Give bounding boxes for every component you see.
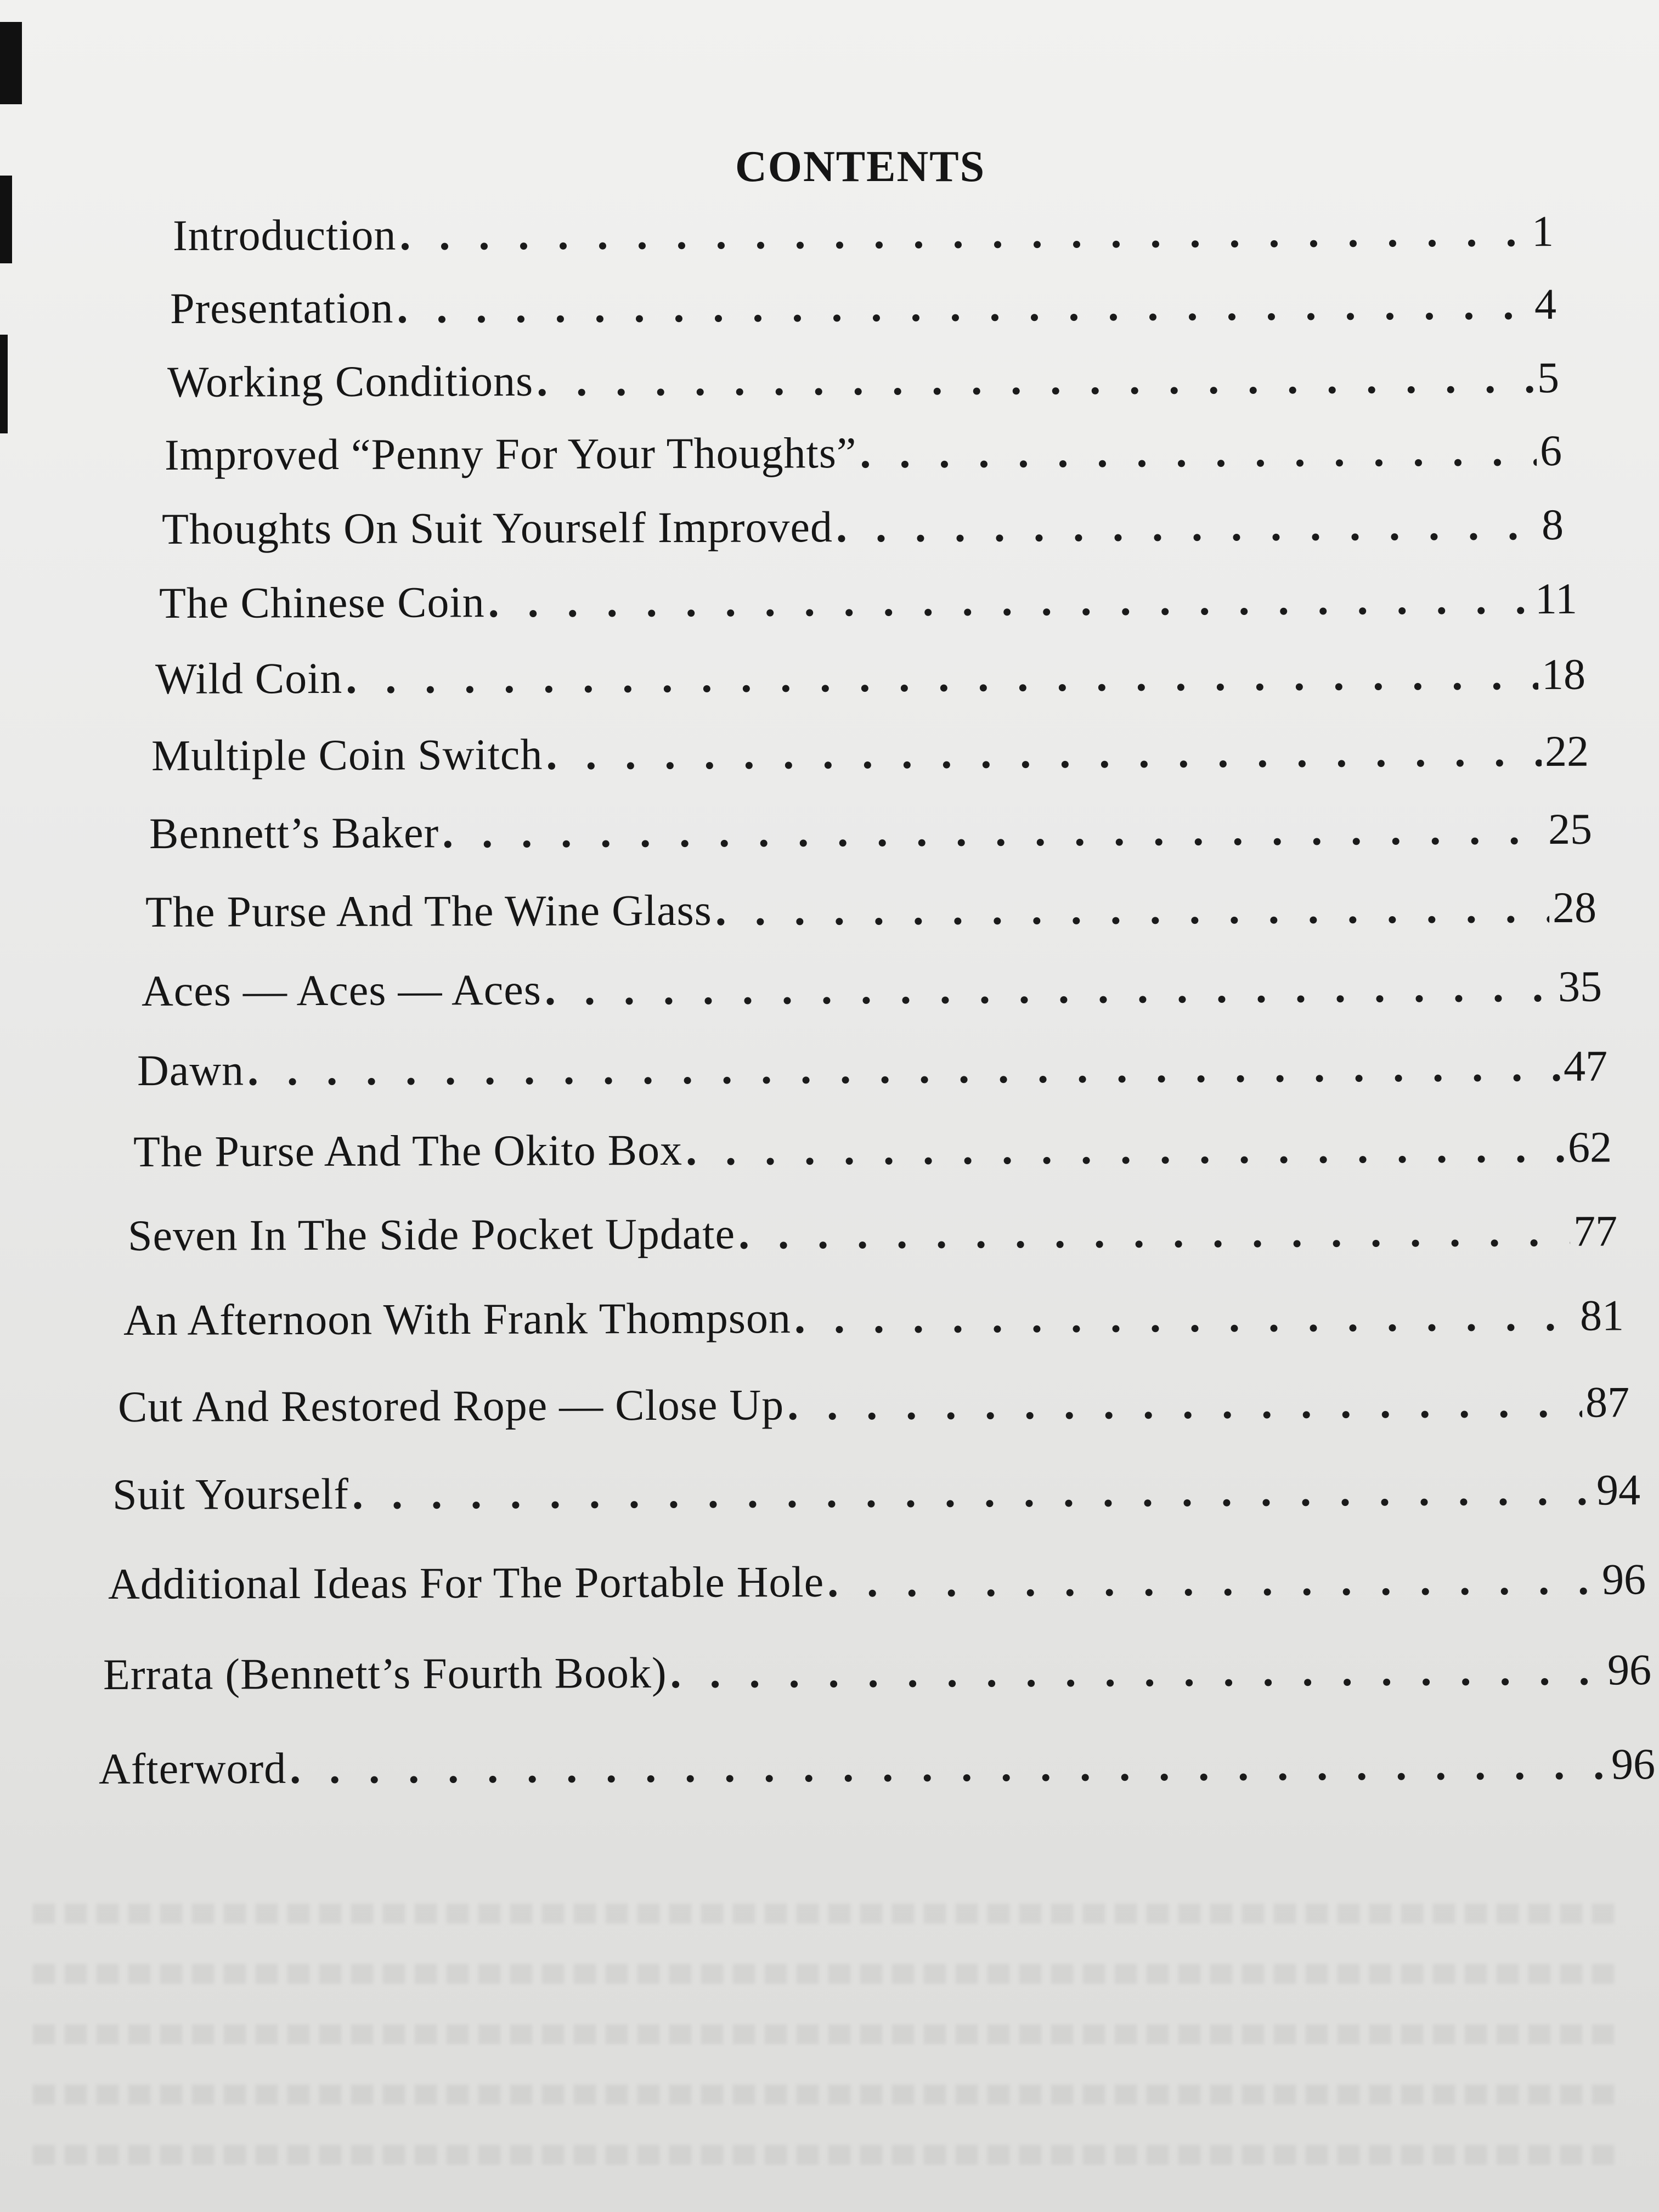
dot-leader: [546, 721, 1542, 785]
toc-entry-page: 87: [1585, 1378, 1630, 1427]
toc-entry-page: 94: [1596, 1466, 1641, 1515]
toc-entry: [151, 721, 1589, 786]
dot-leader: [399, 201, 1528, 265]
toc-entry-title: The Chinese Coin: [159, 578, 485, 628]
toc-entry: [165, 421, 1562, 486]
dot-leader: [247, 1036, 1560, 1101]
toc-entry: [145, 878, 1596, 943]
toc-entry-title: Presentation: [170, 284, 394, 333]
toc-entry-page: 6: [1539, 426, 1562, 476]
toc-entry: [103, 1640, 1651, 1705]
contents-heading: CONTENTS: [735, 142, 986, 191]
dot-leader: [352, 1460, 1593, 1525]
toc-entry: [99, 1734, 1655, 1799]
toc-entry-title: The Purse And The Wine Glass: [145, 886, 712, 936]
toc-entry: [159, 569, 1577, 634]
dot-leader: [787, 1373, 1582, 1436]
dot-leader: [794, 1286, 1577, 1348]
toc-entry-title: An Afternoon With Frank Thompson: [123, 1294, 792, 1345]
toc-entry-title: Aces — Aces — Aces: [141, 966, 542, 1015]
dot-leader: [397, 274, 1531, 338]
dot-leader: [836, 495, 1538, 557]
toc-entry-page: 96: [1611, 1740, 1656, 1789]
toc-entry: [128, 1201, 1617, 1266]
toc-entry: [142, 957, 1602, 1022]
toc-entry-page: 81: [1579, 1291, 1624, 1340]
dot-leader: [860, 421, 1537, 483]
toc-entry: [170, 274, 1556, 339]
toc-entry-page: 22: [1544, 727, 1589, 776]
toc-entry-page: 28: [1552, 883, 1597, 932]
toc-entry-page: 5: [1537, 354, 1560, 403]
toc-entry: [162, 495, 1564, 560]
dot-leader: [545, 957, 1555, 1020]
dot-leader: [290, 1734, 1608, 1799]
toc-entry-title: Additional Ideas For The Portable Hole: [108, 1558, 825, 1609]
toc-entry-title: Suit Yourself: [112, 1470, 349, 1519]
toc-entry: [123, 1285, 1624, 1351]
toc-entry-page: 4: [1534, 280, 1557, 329]
toc-entry-page: 77: [1573, 1207, 1618, 1256]
dot-leader: [715, 878, 1550, 941]
dot-leader: [738, 1201, 1570, 1265]
toc-entry-title: Multiple Coin Switch: [151, 730, 543, 780]
toc-entry: [108, 1549, 1646, 1615]
toc-entry-title: Bennett’s Baker: [149, 809, 439, 858]
toc-entry-page: 8: [1541, 500, 1564, 550]
dot-leader: [686, 1118, 1565, 1181]
toc-entry: [118, 1372, 1629, 1437]
dot-leader: [346, 645, 1538, 709]
toc-entry-title: Working Conditions: [167, 357, 534, 407]
toc-entry-title: Seven In The Side Pocket Update: [127, 1210, 736, 1260]
dot-leader: [827, 1549, 1599, 1612]
dot-leader: [442, 799, 1545, 863]
toc-entry-title: Errata (Bennett’s Fourth Book): [103, 1649, 667, 1699]
dot-leader: [488, 569, 1532, 633]
dot-leader: [670, 1640, 1604, 1703]
toc-entry-page: 35: [1558, 962, 1602, 1011]
toc-entry-page: 25: [1548, 805, 1593, 854]
toc-entry-title: Afterword: [98, 1744, 287, 1793]
toc-entry-page: 96: [1607, 1646, 1652, 1695]
toc-entry-page: 62: [1567, 1123, 1612, 1172]
toc-entry-title: The Purse And The Okito Box: [133, 1126, 683, 1176]
toc-entry: [112, 1460, 1640, 1525]
toc-entry: [173, 201, 1554, 266]
toc-entry-page: 18: [1541, 650, 1586, 699]
toc-entry: [137, 1036, 1607, 1101]
toc-entry-title: Thoughts On Suit Yourself Improved: [161, 503, 833, 554]
toc-entry-title: Improved “Penny For Your Thoughts”: [164, 429, 857, 479]
toc-entry: [167, 348, 1559, 413]
toc-entry: [133, 1118, 1612, 1182]
toc-entry-title: Cut And Restored Rope — Close Up: [117, 1381, 785, 1431]
toc-entry: [149, 799, 1592, 864]
toc-entry-title: Introduction: [172, 211, 397, 260]
toc-entry-title: Wild Coin: [155, 654, 343, 703]
toc-entry-page: 47: [1563, 1042, 1608, 1091]
dot-leader: [537, 348, 1534, 411]
toc-entry-page: 1: [1531, 207, 1554, 256]
toc-entry-page: 11: [1534, 574, 1578, 624]
toc-entry-page: 96: [1601, 1555, 1646, 1604]
toc-entry-title: Dawn: [137, 1046, 245, 1095]
toc-entry: [155, 645, 1585, 709]
